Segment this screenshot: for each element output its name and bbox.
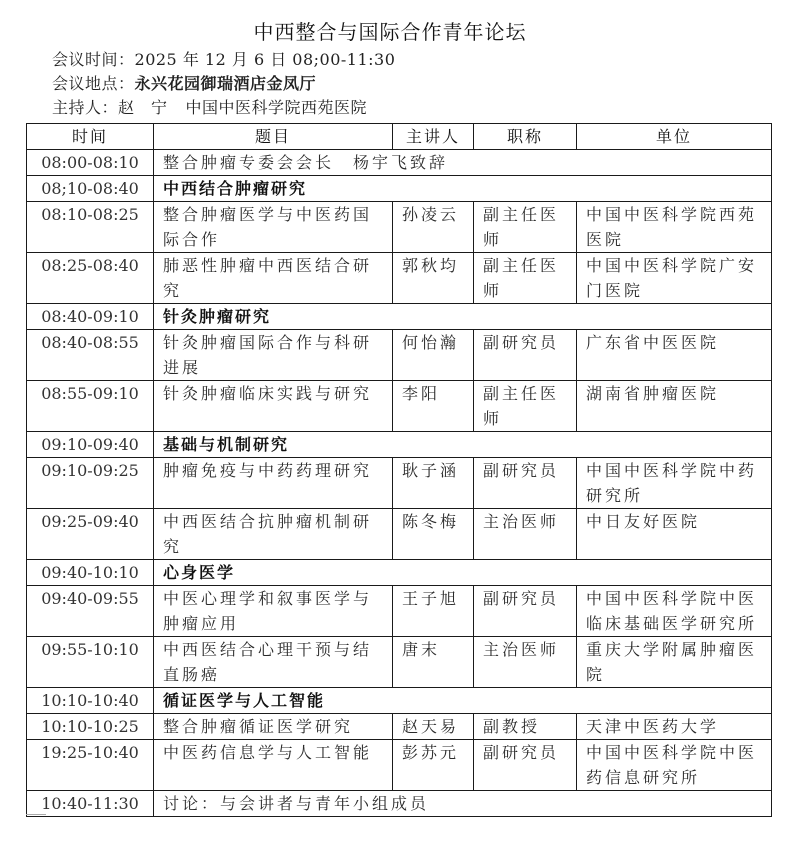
row-topic: 中医药信息学与人工智能: [154, 740, 393, 791]
table-row-section: [27, 560, 772, 586]
row-topic: 针灸肿瘤临床实践与研究: [154, 381, 393, 432]
row-speaker: 孙凌云: [393, 202, 474, 253]
meeting-time: [52, 50, 395, 70]
table-header-row: [27, 124, 772, 150]
row-speaker: 彭苏元: [393, 740, 474, 791]
table-row-discussion: [27, 791, 772, 817]
row-time: 10:10-10:25: [27, 714, 154, 740]
header-topic: 题目: [154, 124, 393, 150]
section-title: 循证医学与人工智能: [154, 688, 772, 714]
row-time: 09:40-09:55: [27, 586, 154, 637]
schedule-table: [26, 123, 772, 817]
table-row: [27, 740, 772, 791]
row-topic: 整合肿瘤循证医学研究: [154, 714, 393, 740]
section-time: 08;10-08:40: [27, 176, 154, 202]
row-speaker: 陈冬梅: [393, 509, 474, 560]
table-row-section: [27, 688, 772, 714]
row-time: 09:25-09:40: [27, 509, 154, 560]
row-unit: 中日友好医院: [577, 509, 772, 560]
host-label: 主持人：: [52, 98, 119, 117]
table-row: [27, 381, 772, 432]
table-row-section: [27, 432, 772, 458]
table-row: [27, 714, 772, 740]
row-unit: 中国中医科学院西苑医院: [577, 202, 772, 253]
row-time: 08:25-08:40: [27, 253, 154, 304]
row-unit: 中国中医科学院中医临床基础医学研究所: [577, 586, 772, 637]
row-time: 08:10-08:25: [27, 202, 154, 253]
section-title: 基础与机制研究: [154, 432, 772, 458]
row-time: 08:55-09:10: [27, 381, 154, 432]
row-title: 副研究员: [474, 458, 577, 509]
row-time: 08:40-08:55: [27, 330, 154, 381]
row-time: 10:40-11:30: [27, 791, 154, 817]
row-title: 副研究员: [474, 330, 577, 381]
row-speaker: 耿子涵: [393, 458, 474, 509]
table-row-section: [27, 176, 772, 202]
table-row: [27, 458, 772, 509]
row-unit: 中国中医科学院广安门医院: [577, 253, 772, 304]
table-row: [27, 202, 772, 253]
meeting-place-value: 永兴花园御瑞酒店金凤厅: [134, 74, 317, 93]
meeting-host: [52, 98, 367, 118]
row-time: 09:10-09:25: [27, 458, 154, 509]
table-row: [27, 253, 772, 304]
row-unit: 中国中医科学院中医药信息研究所: [577, 740, 772, 791]
section-time: 10:10-10:40: [27, 688, 154, 714]
host-name: 赵 宁: [118, 98, 168, 117]
section-time: 08:40-09:10: [27, 304, 154, 330]
row-title: 副研究员: [474, 740, 577, 791]
section-time: 09:10-09:40: [27, 432, 154, 458]
row-time: 19:25-10:40: [27, 740, 154, 791]
table-row-section: [27, 304, 772, 330]
row-title: 副教授: [474, 714, 577, 740]
section-title: 心身医学: [154, 560, 772, 586]
row-speaker: 郭秋均: [393, 253, 474, 304]
row-speaker: 赵天易: [393, 714, 474, 740]
host-affiliation: 中国中医科学院西苑医院: [185, 98, 368, 117]
row-title: 主治医师: [474, 509, 577, 560]
header-title: 职称: [474, 124, 577, 150]
row-topic: 整合肿瘤专委会会长 杨宇飞致辞: [154, 150, 772, 176]
row-unit: 中国中医科学院中药研究所: [577, 458, 772, 509]
row-topic: 针灸肿瘤国际合作与科研进展: [154, 330, 393, 381]
row-topic: 整合肿瘤医学与中医药国际合作: [154, 202, 393, 253]
meeting-time-value: 2025 年 12 月 6 日 08;00-11:30: [134, 50, 396, 69]
row-title: 副主任医师: [474, 253, 577, 304]
row-title: 副主任医师: [474, 381, 577, 432]
row-title: 副研究员: [474, 586, 577, 637]
row-time: 08:00-08:10: [27, 150, 154, 176]
row-speaker: 何怡瀚: [393, 330, 474, 381]
header-speaker: 主讲人: [393, 124, 474, 150]
table-row: [27, 330, 772, 381]
row-title: 主治医师: [474, 637, 577, 688]
document-title: 中西整合与国际合作青年论坛: [253, 20, 527, 44]
meeting-place: [52, 74, 316, 94]
row-unit: 广东省中医医院: [577, 330, 772, 381]
row-topic: 讨论：与会讲者与青年小组成员: [154, 791, 772, 817]
meeting-place-label: 会议地点：: [52, 74, 135, 93]
row-topic: 中西医结合心理干预与结直肠癌: [154, 637, 393, 688]
row-title: 副主任医师: [474, 202, 577, 253]
row-speaker: 李阳: [393, 381, 474, 432]
row-unit: 湖南省肿瘤医院: [577, 381, 772, 432]
section-time: 09:40-10:10: [27, 560, 154, 586]
meeting-time-label: 会议时间：: [52, 50, 135, 69]
row-unit: 天津中医药大学: [577, 714, 772, 740]
section-title: 中西结合肿瘤研究: [154, 176, 772, 202]
header-time: 时间: [27, 124, 154, 150]
table-row-opening: [27, 150, 772, 176]
row-topic: 中医心理学和叙事医学与肿瘤应用: [154, 586, 393, 637]
row-topic: 肺恶性肿瘤中西医结合研究: [154, 253, 393, 304]
table-row: [27, 637, 772, 688]
row-speaker: 王子旭: [393, 586, 474, 637]
row-time: 09:55-10:10: [27, 637, 154, 688]
row-speaker: 唐末: [393, 637, 474, 688]
section-title: 针灸肿瘤研究: [154, 304, 772, 330]
table-corner-mark: [26, 814, 46, 815]
row-unit: 重庆大学附属肿瘤医院: [577, 637, 772, 688]
row-topic: 肿瘤免疫与中药药理研究: [154, 458, 393, 509]
table-row: [27, 586, 772, 637]
row-topic: 中西医结合抗肿瘤机制研究: [154, 509, 393, 560]
table-row: [27, 509, 772, 560]
header-unit: 单位: [577, 124, 772, 150]
